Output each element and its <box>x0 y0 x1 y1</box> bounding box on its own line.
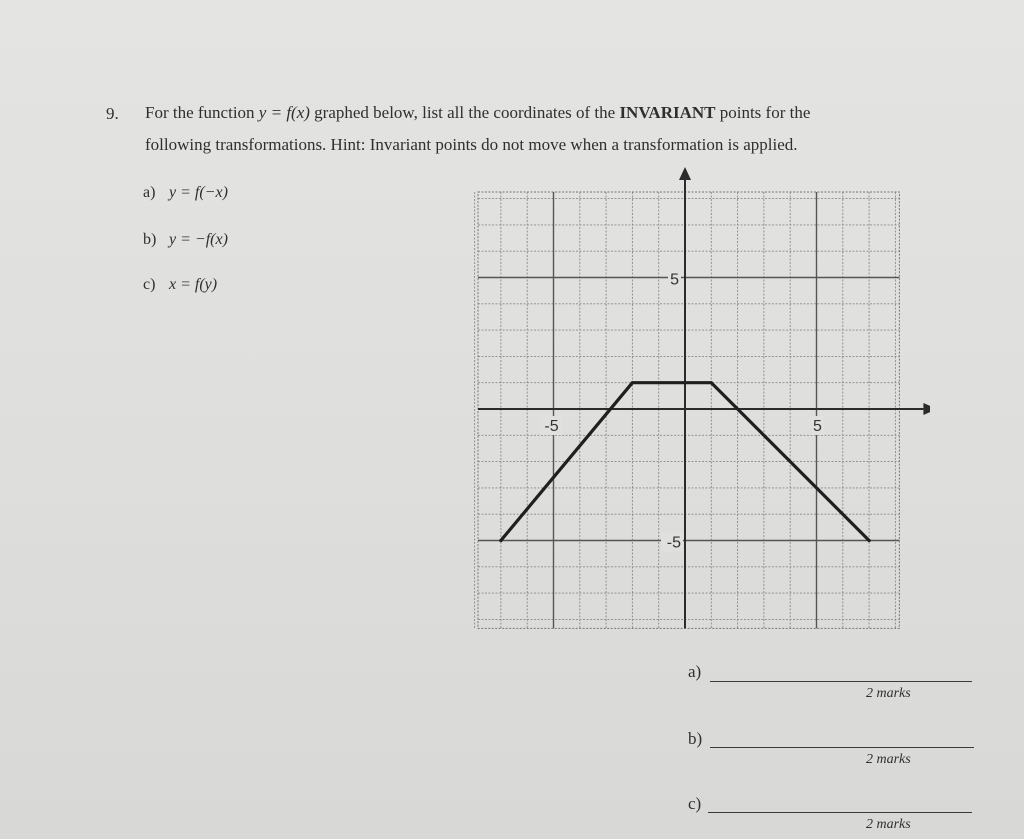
answer-c-line[interactable] <box>708 812 972 813</box>
grid-border <box>478 192 899 628</box>
answer-a-marks: 2 marks <box>866 686 911 701</box>
tick-labels <box>541 270 825 552</box>
answer-b-marks: 2 marks <box>866 752 911 767</box>
y-axis-arrow <box>679 167 691 180</box>
part-c: c) x = f(y) <box>143 276 218 293</box>
answer-a-line[interactable] <box>710 681 972 682</box>
series-point <box>631 381 634 384</box>
axes <box>478 167 930 628</box>
x-tick-label-5: 5 <box>813 418 822 435</box>
answer-b-line[interactable] <box>710 747 974 748</box>
part-a-expression: y = f(−x) <box>169 184 228 201</box>
y-tick-label-neg5: -5 <box>666 534 681 552</box>
question-number: 9. <box>106 104 119 123</box>
x-axis-arrow <box>923 403 930 415</box>
answer-a-label: a) <box>688 662 702 681</box>
part-c-expression: x = f(y) <box>169 276 218 293</box>
question-text-line2: following transformations. Hint: Invariant points do not move when a transformation is applied. <box>145 135 798 154</box>
answer-c-label: c) <box>688 794 702 813</box>
invariant-keyword: INVARIANT <box>619 103 716 122</box>
series-point <box>868 539 871 542</box>
function-graph <box>470 165 930 635</box>
series-point <box>710 381 713 384</box>
function-notation: y = f(x) <box>258 103 310 122</box>
answer-c-marks: 2 marks <box>866 817 911 832</box>
grid-major-lines <box>478 192 899 628</box>
question-text-line1: For the function y = f(x) graphed below, list all the coordinates of the INVARIANT points for the <box>145 103 811 122</box>
series-point <box>499 539 502 542</box>
part-b-expression: y = −f(x) <box>169 231 228 248</box>
answer-b-label: b) <box>688 729 703 748</box>
x-tick-label-neg5: -5 <box>544 418 559 435</box>
y-tick-label-5: 5 <box>670 271 679 289</box>
part-a: a) y = f(−x) <box>143 184 228 201</box>
part-b: b) y = −f(x) <box>143 231 228 248</box>
grid-minor-lines <box>475 192 900 628</box>
